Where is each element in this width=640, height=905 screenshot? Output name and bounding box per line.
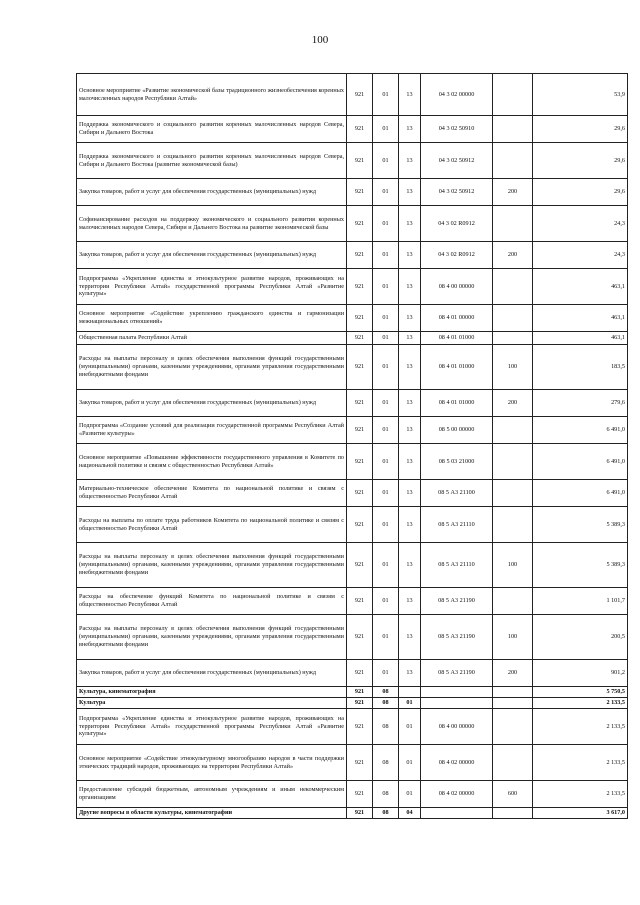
row-sum: 3 617,0 (533, 808, 628, 819)
row-podrazdel: 13 (399, 74, 421, 116)
row-razdel: 01 (373, 269, 399, 305)
table-row (77, 507, 628, 543)
row-name: Расходы на выплаты персоналу в целях обеспечения выполнения функций государственными (муниципальными) органами, казенными учреждениями, органами управления государственными внебюджетными фондами (77, 345, 347, 390)
row-podrazdel: 13 (399, 269, 421, 305)
row-expense-type: 200 (493, 390, 533, 417)
row-podrazdel: 01 (399, 709, 421, 745)
row-name: Основное мероприятие «Развитие экономической базы традиционного жизнеобеспечения коренных малочисленных народов Республики Алтай» (77, 74, 347, 116)
table-row (77, 687, 628, 698)
row-podrazdel: 13 (399, 206, 421, 242)
row-vedomstvo: 921 (347, 615, 373, 660)
row-sum: 5 389,3 (533, 543, 628, 588)
row-target-article: 08 5 А3 21190 (421, 615, 493, 660)
row-target-article: 08 4 02 00000 (421, 745, 493, 781)
row-target-article: 08 5 А3 21100 (421, 480, 493, 507)
row-podrazdel: 13 (399, 116, 421, 143)
row-razdel: 01 (373, 116, 399, 143)
row-name: Закупка товаров, работ и услуг для обеспечения государственных (муниципальных) нужд (77, 242, 347, 269)
row-expense-type (493, 745, 533, 781)
row-sum: 2 133,5 (533, 781, 628, 808)
table-row (77, 345, 628, 390)
row-target-article: 08 5 03 21000 (421, 444, 493, 480)
row-expense-type: 200 (493, 179, 533, 206)
row-vedomstvo: 921 (347, 588, 373, 615)
row-target-article: 08 4 02 00000 (421, 781, 493, 808)
row-razdel: 08 (373, 808, 399, 819)
row-podrazdel: 13 (399, 543, 421, 588)
row-razdel: 01 (373, 305, 399, 332)
row-sum: 2 133,5 (533, 745, 628, 781)
row-expense-type (493, 116, 533, 143)
table-row (77, 615, 628, 660)
row-sum: 5 750,5 (533, 687, 628, 698)
row-expense-type: 200 (493, 242, 533, 269)
row-vedomstvo: 921 (347, 305, 373, 332)
row-sum: 29,6 (533, 116, 628, 143)
row-expense-type: 600 (493, 781, 533, 808)
table-row (77, 143, 628, 179)
row-target-article: 08 4 01 01000 (421, 345, 493, 390)
row-name: Подпрограмма «Укрепление единства и этнокультурное развитие народов, проживающих на территории Республики Алтай» государственной программы Республики Алтай «Развитие культуры» (77, 709, 347, 745)
row-podrazdel: 13 (399, 332, 421, 345)
row-razdel: 01 (373, 242, 399, 269)
page-number: 100 (311, 34, 329, 46)
row-name: Подпрограмма «Создание условий для реализации государственной программы Республики Алтай «Развитие культуры» (77, 417, 347, 444)
row-target-article: 04 3 02 00000 (421, 74, 493, 116)
row-podrazdel: 13 (399, 242, 421, 269)
row-vedomstvo: 921 (347, 332, 373, 345)
row-sum: 200,5 (533, 615, 628, 660)
row-target-article: 08 5 00 00000 (421, 417, 493, 444)
row-vedomstvo: 921 (347, 74, 373, 116)
row-expense-type (493, 417, 533, 444)
row-expense-type (493, 480, 533, 507)
row-podrazdel: 13 (399, 345, 421, 390)
row-podrazdel: 13 (399, 390, 421, 417)
row-vedomstvo: 921 (347, 444, 373, 480)
row-name: Другие вопросы в области культуры, кинематографии (77, 808, 347, 819)
row-name: Закупка товаров, работ и услуг для обеспечения государственных (муниципальных) нужд (77, 390, 347, 417)
row-target-article: 08 5 А3 21190 (421, 588, 493, 615)
row-name: Материально-техническое обеспечение Комитета по национальной политике и связям с общественностью Республики Алтай (77, 480, 347, 507)
table-row (77, 588, 628, 615)
row-podrazdel: 13 (399, 480, 421, 507)
table-row (77, 305, 628, 332)
row-podrazdel: 13 (399, 305, 421, 332)
row-podrazdel: 13 (399, 417, 421, 444)
row-razdel: 01 (373, 507, 399, 543)
row-expense-type (493, 687, 533, 698)
row-vedomstvo: 921 (347, 507, 373, 543)
table-row (77, 116, 628, 143)
row-name: Поддержка экономического и социального развития коренных малочисленных народов Севера, Сибири и Дальнего Востока (77, 116, 347, 143)
table-row (77, 808, 628, 819)
row-razdel: 01 (373, 660, 399, 687)
row-razdel: 01 (373, 417, 399, 444)
row-target-article: 04 3 02 50910 (421, 116, 493, 143)
row-vedomstvo: 921 (347, 390, 373, 417)
table-row (77, 660, 628, 687)
row-expense-type: 100 (493, 345, 533, 390)
row-expense-type (493, 808, 533, 819)
row-sum: 463,1 (533, 305, 628, 332)
row-sum: 6 491,0 (533, 480, 628, 507)
row-podrazdel: 01 (399, 745, 421, 781)
row-podrazdel: 13 (399, 660, 421, 687)
row-podrazdel: 01 (399, 781, 421, 808)
row-sum: 463,1 (533, 269, 628, 305)
row-vedomstvo: 921 (347, 698, 373, 709)
budget-table-body (77, 74, 628, 819)
row-razdel: 08 (373, 781, 399, 808)
row-target-article (421, 808, 493, 819)
row-razdel: 08 (373, 698, 399, 709)
row-name: Закупка товаров, работ и услуг для обеспечения государственных (муниципальных) нужд (77, 179, 347, 206)
row-vedomstvo: 921 (347, 660, 373, 687)
row-name: Софинансирование расходов на поддержку экономического и социального развития коренных малочисленных народов Севера, Сибири и Дальнего Востока на развитие экономической базы (77, 206, 347, 242)
row-name: Закупка товаров, работ и услуг для обеспечения государственных (муниципальных) нужд (77, 660, 347, 687)
row-sum: 183,5 (533, 345, 628, 390)
row-target-article (421, 687, 493, 698)
row-sum: 463,1 (533, 332, 628, 345)
row-name: Подпрограмма «Укрепление единства и этнокультурное развитие народов, проживающих на территории Республики Алтай» государственной программы Республики Алтай «Развитие культуры» (77, 269, 347, 305)
row-vedomstvo: 921 (347, 417, 373, 444)
row-expense-type: 100 (493, 543, 533, 588)
table-row (77, 698, 628, 709)
row-razdel: 01 (373, 543, 399, 588)
row-razdel: 01 (373, 444, 399, 480)
row-podrazdel: 01 (399, 698, 421, 709)
row-podrazdel: 13 (399, 507, 421, 543)
row-target-article (421, 698, 493, 709)
table-row (77, 206, 628, 242)
row-vedomstvo: 921 (347, 116, 373, 143)
row-razdel: 01 (373, 179, 399, 206)
row-razdel: 08 (373, 709, 399, 745)
row-sum: 5 389,3 (533, 507, 628, 543)
row-expense-type (493, 698, 533, 709)
row-razdel: 01 (373, 615, 399, 660)
row-sum: 1 101,7 (533, 588, 628, 615)
row-vedomstvo: 921 (347, 242, 373, 269)
row-podrazdel: 13 (399, 444, 421, 480)
row-name: Основное мероприятие «Содействие укреплению гражданского единства и гармонизации межнациональных отношений» (77, 305, 347, 332)
row-vedomstvo: 921 (347, 745, 373, 781)
table-row (77, 179, 628, 206)
table-row (77, 745, 628, 781)
row-podrazdel: 13 (399, 179, 421, 206)
row-sum: 279,6 (533, 390, 628, 417)
row-razdel: 01 (373, 390, 399, 417)
table-row (77, 269, 628, 305)
row-name: Основное мероприятие «Содействие этнокультурному многообразию народов в части поддержки этнических традиций народов, проживающих на территории Республики Алтай» (77, 745, 347, 781)
row-target-article: 08 5 А3 21110 (421, 543, 493, 588)
row-name: Расходы на выплаты по оплате труда работников Комитета по национальной политике и связям с общественностью Республики Алтай (77, 507, 347, 543)
row-expense-type (493, 507, 533, 543)
row-sum: 53,9 (533, 74, 628, 116)
table-row (77, 74, 628, 116)
row-expense-type (493, 143, 533, 179)
row-expense-type (493, 709, 533, 745)
row-expense-type (493, 444, 533, 480)
table-row (77, 242, 628, 269)
row-name: Общественная палата Республики Алтай (77, 332, 347, 345)
row-sum: 24,3 (533, 206, 628, 242)
row-razdel: 01 (373, 143, 399, 179)
row-sum: 29,6 (533, 143, 628, 179)
row-podrazdel: 04 (399, 808, 421, 819)
row-vedomstvo: 921 (347, 179, 373, 206)
table-row (77, 417, 628, 444)
row-sum: 24,3 (533, 242, 628, 269)
table-row (77, 390, 628, 417)
row-sum: 2 133,5 (533, 709, 628, 745)
row-expense-type (493, 588, 533, 615)
row-expense-type (493, 74, 533, 116)
row-vedomstvo: 921 (347, 206, 373, 242)
row-target-article: 08 5 А3 21110 (421, 507, 493, 543)
row-razdel: 01 (373, 588, 399, 615)
row-target-article: 08 5 А3 21190 (421, 660, 493, 687)
row-razdel: 08 (373, 687, 399, 698)
row-expense-type (493, 332, 533, 345)
row-razdel: 01 (373, 480, 399, 507)
row-target-article: 08 4 00 00000 (421, 709, 493, 745)
row-expense-type (493, 206, 533, 242)
row-vedomstvo: 921 (347, 781, 373, 808)
budget-table (76, 73, 628, 819)
row-podrazdel: 13 (399, 143, 421, 179)
table-row (77, 332, 628, 345)
row-vedomstvo: 921 (347, 480, 373, 507)
row-name: Поддержка экономического и социального развития коренных малочисленных народов Севера, Сибири и Дальнего Востока (развитие экономической базы) (77, 143, 347, 179)
row-target-article: 04 3 02 R0912 (421, 206, 493, 242)
row-podrazdel (399, 687, 421, 698)
row-razdel: 01 (373, 206, 399, 242)
row-target-article: 08 4 01 00000 (421, 305, 493, 332)
row-expense-type (493, 305, 533, 332)
row-name: Расходы на выплаты персоналу в целях обеспечения выполнения функций государственными (муниципальными) органами, казенными учреждениями, органами управления государственными внебюджетными фондами (77, 543, 347, 588)
row-expense-type (493, 269, 533, 305)
row-target-article: 04 3 02 50912 (421, 179, 493, 206)
row-vedomstvo: 921 (347, 143, 373, 179)
row-target-article: 04 3 02 R0912 (421, 242, 493, 269)
table-row (77, 709, 628, 745)
row-expense-type: 200 (493, 660, 533, 687)
row-vedomstvo: 921 (347, 345, 373, 390)
row-name: Расходы на выплаты персоналу в целях обеспечения выполнения функций государственными (муниципальными) органами, казенными учреждениями, органами управления государственными внебюджетными фондами (77, 615, 347, 660)
row-target-article: 08 4 01 01000 (421, 332, 493, 345)
row-target-article: 08 4 00 00000 (421, 269, 493, 305)
row-sum: 2 133,5 (533, 698, 628, 709)
row-name: Предоставление субсидий бюджетным, автономным учреждениям и иным некоммерческим организациям (77, 781, 347, 808)
row-name: Культура (77, 698, 347, 709)
row-vedomstvo: 921 (347, 687, 373, 698)
row-target-article: 04 3 02 50912 (421, 143, 493, 179)
row-target-article: 08 4 01 01000 (421, 390, 493, 417)
row-podrazdel: 13 (399, 615, 421, 660)
row-vedomstvo: 921 (347, 808, 373, 819)
row-vedomstvo: 921 (347, 269, 373, 305)
table-row (77, 480, 628, 507)
row-name: Основное мероприятие «Повышение эффективности государственного управления в Комитете по национальной политике и связям с общественностью Республики Алтай» (77, 444, 347, 480)
row-razdel: 08 (373, 745, 399, 781)
row-sum: 6 491,0 (533, 444, 628, 480)
row-podrazdel: 13 (399, 588, 421, 615)
table-row (77, 444, 628, 480)
row-name: Культура, кинематография (77, 687, 347, 698)
table-row (77, 781, 628, 808)
row-vedomstvo: 921 (347, 543, 373, 588)
row-expense-type: 100 (493, 615, 533, 660)
row-vedomstvo: 921 (347, 709, 373, 745)
row-sum: 6 491,0 (533, 417, 628, 444)
row-razdel: 01 (373, 345, 399, 390)
row-razdel: 01 (373, 332, 399, 345)
row-name: Расходы на обеспечение функций Комитета по национальной политике и связям с общественностью Республики Алтай (77, 588, 347, 615)
table-row (77, 543, 628, 588)
row-razdel: 01 (373, 74, 399, 116)
row-sum: 901,2 (533, 660, 628, 687)
row-sum: 29,6 (533, 179, 628, 206)
